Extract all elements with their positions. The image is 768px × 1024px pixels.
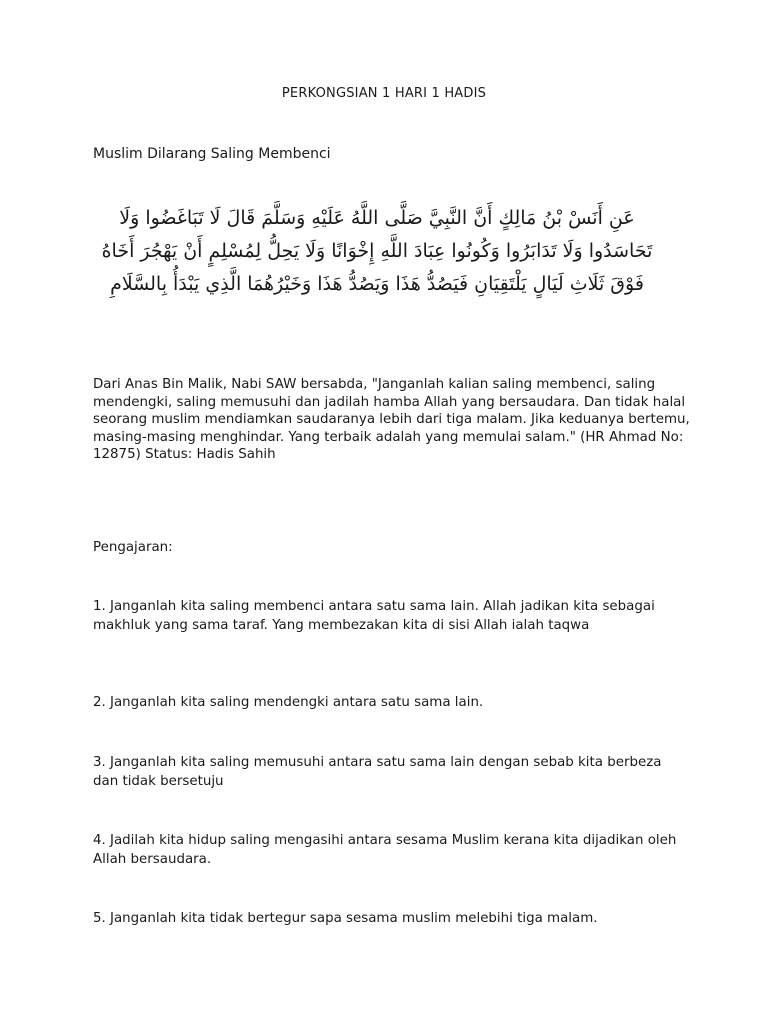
lessons-heading: Pengajaran: [93, 540, 173, 555]
lesson-item-3: 3. Janganlah kita saling memusuhi antara satu sama lain dengan sebab kita berbeza dan tidak bersetuju [93, 755, 662, 789]
lesson-item-4: 4. Jadilah kita hidup saling mengasihi antara sesama Muslim kerana kita dijadikan oleh Allah bersaudara. [93, 833, 677, 867]
document-subtitle: Muslim Dilarang Saling Membenci [93, 146, 331, 162]
document-title: PERKONGSIAN 1 HARI 1 HADIS [281, 86, 487, 101]
lesson-item-5: 5. Janganlah kita tidak bertegur sapa sesama muslim melebihi tiga malam. [93, 911, 598, 926]
arabic-hadith-text: عَنِ أَنَسْ بْنُ مَالِكٍ أَنَّ النَّبِيَّ صَلَّى اللَّهُ عَلَيْهِ وَسَلَّمَ قَالَ لَا تَبَاغَضُوا وَلَا تَحَاسَدُوا وَلَا تَدَابَرُوا وَكُونُوا عِبَادَ اللَّهِ إِخْوَانًا وَلَا يَحِلُّ لِمُسْلِمٍ أَنْ يَهْجُرَ أَخَاهُ فَوْقَ ثَلَاثِ لَيَالٍ يَلْتَقِيَانِ فَيَصُدُّ هَذَا وَيَصُدُّ هَذَا وَخَيْرُهُمَا الَّذِي يَبْدَأُ بِالسَّلَامِ [101, 207, 653, 295]
hadith-translation: Dari Anas Bin Malik, Nabi SAW bersabda, "Janganlah kalian saling membenci, saling mendengki, saling memusuhi dan jadilah hamba Allah yang bersaudara. Dan tidak halal seorang muslim mendiamkan saudaranya lebih dari tiga malam. Jika keduanya bertemu, masing-masing menghindar. Yang terbaik adalah yang memulai salam." (HR Ahmad No: 12875) Status: Hadis Sahih [93, 377, 690, 463]
lesson-item-2: 2. Janganlah kita saling mendengki antara satu sama lain. [93, 695, 484, 710]
lesson-item-1: 1. Janganlah kita saling membenci antara satu sama lain. Allah jadikan kita sebagai makhluk yang sama taraf. Yang membezakan kita di sisi Allah ialah taqwa [93, 599, 655, 633]
